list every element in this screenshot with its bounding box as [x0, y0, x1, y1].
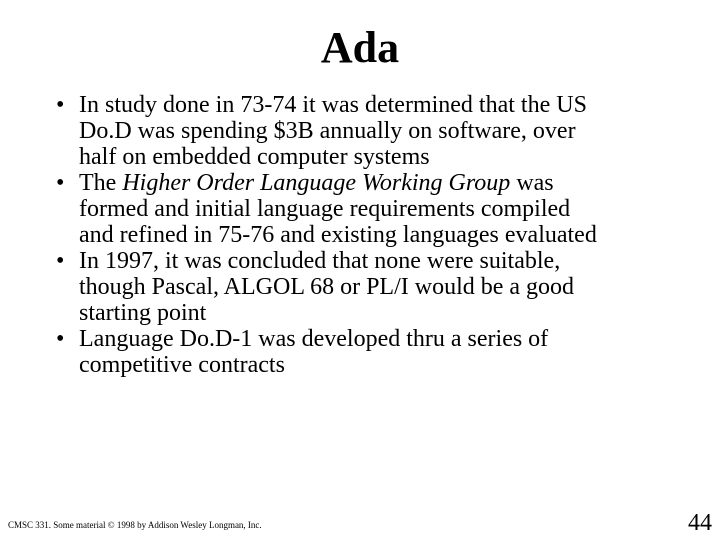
- bullet-text: [79, 326, 704, 378]
- copyright-footer: CMSC 331. Some material © 1998 by Addison Wesley Longman, Inc.: [8, 520, 262, 530]
- bullet-list: [54, 92, 704, 378]
- bullet-line: and refined in 75-76 and existing languages evaluated: [79, 222, 597, 248]
- bullet-line: though Pascal, ALGOL 68 or PL/I would be a good: [79, 274, 575, 300]
- bullet-item: [54, 170, 704, 248]
- bullet-line: [79, 170, 704, 196]
- bullet-icon: •: [56, 248, 65, 274]
- bullet-line: Do.D was spending $3B annually on software, over: [79, 118, 576, 144]
- bullet-item: [54, 92, 704, 170]
- bullet-line: competitive contracts: [79, 352, 285, 378]
- bullet-text: [79, 92, 704, 170]
- bullet-icon: •: [56, 326, 65, 352]
- bullet-line: In study done in 73-74 it was determined that the US: [79, 92, 587, 118]
- bullet-line-text: was: [510, 170, 554, 196]
- bullet-line: In 1997, it was concluded that none were suitable,: [79, 248, 561, 274]
- bullet-text: [79, 248, 704, 326]
- bullet-line: formed and initial language requirements compiled: [79, 196, 571, 222]
- bullet-line: Language Do.D-1 was developed thru a series of: [79, 326, 549, 352]
- page-number: 44: [688, 510, 712, 536]
- bullet-item: [54, 248, 704, 326]
- bullet-line: half on embedded computer systems: [79, 144, 430, 170]
- bullet-item: [54, 326, 704, 378]
- bullet-icon: •: [56, 170, 65, 196]
- bullet-line: starting point: [79, 300, 207, 326]
- slide-title: Ada: [320, 23, 400, 72]
- bullet-text: [79, 170, 704, 248]
- working-group-name: Higher Order Language Working Group: [122, 170, 511, 196]
- bullet-icon: •: [56, 92, 65, 118]
- bullet-line-text: The: [79, 170, 123, 196]
